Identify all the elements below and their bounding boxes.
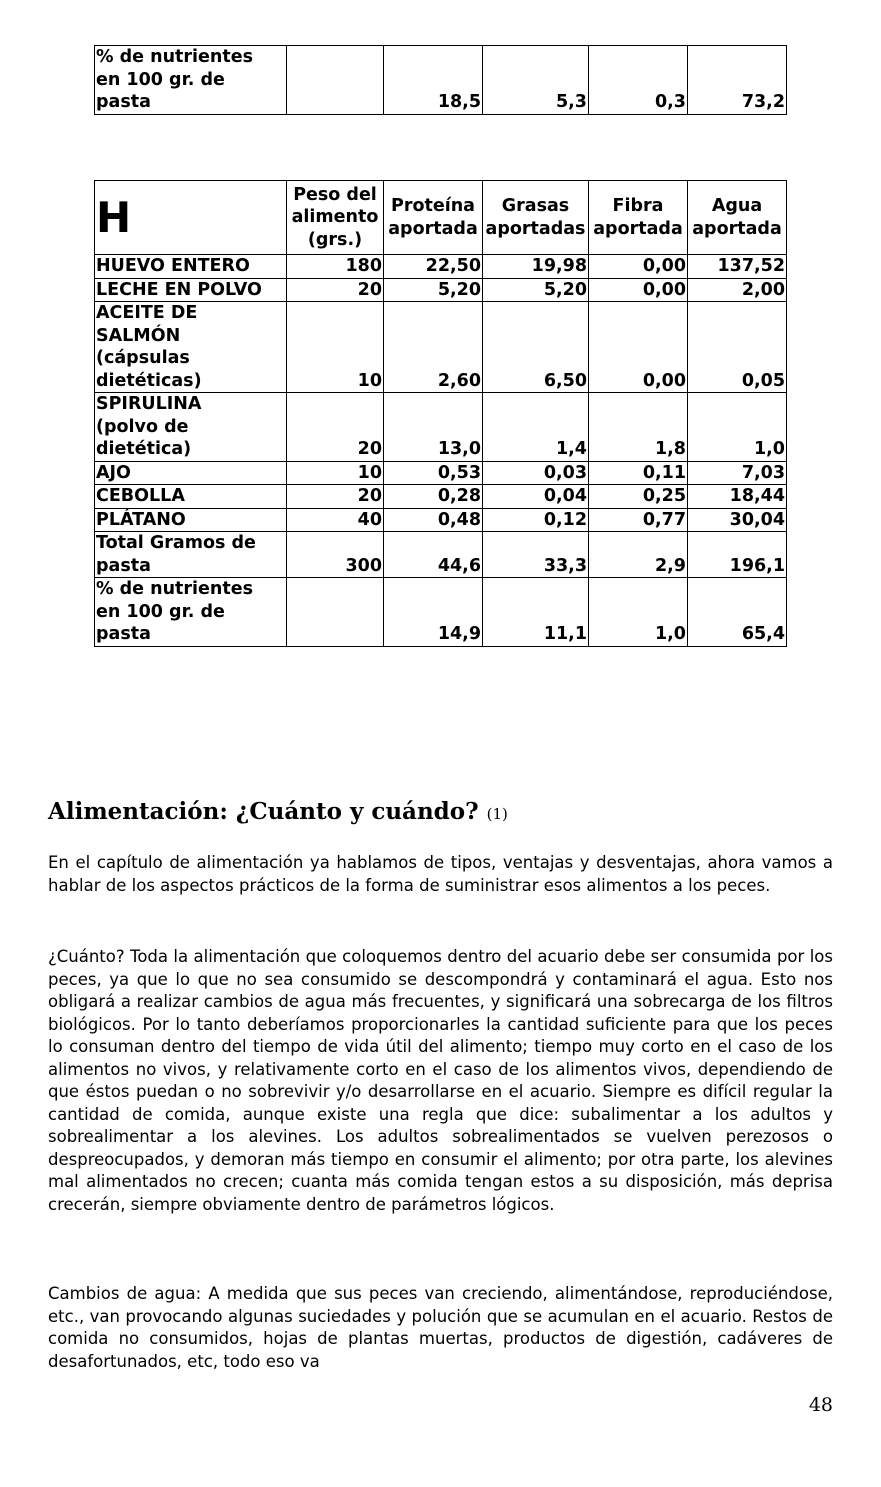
fibra-cell: 1,0 [589, 578, 688, 647]
fibra-cell: 0,00 [589, 278, 688, 302]
header-proteina: Proteína aportada [384, 181, 483, 255]
proteina-cell: 13,0 [384, 393, 483, 462]
table-row [95, 393, 787, 462]
peso-cell [287, 578, 384, 647]
proteina-cell: 14,9 [384, 578, 483, 647]
agua-cell: 65,4 [688, 578, 787, 647]
header-peso: Peso del alimento (grs.) [287, 181, 384, 255]
table-header-row [95, 181, 787, 255]
fibra-cell: 0,3 [589, 46, 688, 115]
paragraph-cambios-agua: Cambios de agua: A medida que sus peces van creciendo, alimentándose, reproduciéndose, etc., van provocando algunas suciedades y polución que se acumulan en el acuario. Restos de comida no consumidos, hojas de plantas muertas, productos de digestión, cadáveres de desafortunados, etc, todo eso va [48, 1284, 833, 1371]
header-grasas: Grasas aportadas [483, 181, 589, 255]
proteina-cell: 0,48 [384, 508, 483, 532]
fibra-cell: 0,25 [589, 485, 688, 509]
row-label: % de nutrientes en 100 gr. de pasta [95, 578, 287, 647]
nutrients-table-h [94, 180, 787, 647]
row-label: Total Gramos de pasta [95, 532, 287, 578]
table-row [95, 578, 787, 647]
header-agua: Agua aportada [688, 181, 787, 255]
page-number: 48 [808, 1394, 833, 1416]
table-letter: H [95, 181, 287, 255]
row-label: SPIRULINA (polvo de dietética) [95, 393, 287, 462]
proteina-cell: 0,28 [384, 485, 483, 509]
table-row [95, 255, 787, 279]
row-label: ACEITE DE SALMÓN (cápsulas dietéticas) [95, 302, 287, 393]
grasas-cell: 5,3 [483, 46, 589, 115]
peso-cell: 20 [287, 393, 384, 462]
header-fibra: Fibra aportada [589, 181, 688, 255]
agua-cell: 196,1 [688, 532, 787, 578]
footnote-ref: (1) [486, 805, 508, 823]
peso-cell: 20 [287, 485, 384, 509]
peso-cell: 300 [287, 532, 384, 578]
peso-cell: 20 [287, 278, 384, 302]
section-title [48, 798, 508, 825]
peso-cell [287, 46, 384, 115]
grasas-cell: 0,04 [483, 485, 589, 509]
grasas-cell: 6,50 [483, 302, 589, 393]
section-title-text: Alimentación: ¿Cuánto y cuándo? [48, 798, 479, 825]
grasas-cell: 11,1 [483, 578, 589, 647]
grasas-cell: 0,12 [483, 508, 589, 532]
row-label: AJO [95, 461, 287, 485]
grasas-cell: 0,03 [483, 461, 589, 485]
peso-cell: 40 [287, 508, 384, 532]
fibra-cell: 1,8 [589, 393, 688, 462]
grasas-cell: 1,4 [483, 393, 589, 462]
table-row [95, 532, 787, 578]
agua-cell: 73,2 [688, 46, 787, 115]
agua-cell: 1,0 [688, 393, 787, 462]
agua-cell: 18,44 [688, 485, 787, 509]
peso-cell: 180 [287, 255, 384, 279]
fibra-cell: 0,00 [589, 255, 688, 279]
row-label: CEBOLLA [95, 485, 287, 509]
row-label: HUEVO ENTERO [95, 255, 287, 279]
grasas-cell: 33,3 [483, 532, 589, 578]
row-label: % de nutrientes en 100 gr. de pasta [95, 46, 287, 115]
fibra-cell: 2,9 [589, 532, 688, 578]
table-row [95, 278, 787, 302]
proteina-cell: 5,20 [384, 278, 483, 302]
proteina-cell: 2,60 [384, 302, 483, 393]
nutrients-table-top [94, 45, 787, 115]
table-row [95, 461, 787, 485]
table-row [95, 485, 787, 509]
row-label: LECHE EN POLVO [95, 278, 287, 302]
paragraph-intro: En el capítulo de alimentación ya hablamos de tipos, ventajas y desventajas, ahora vamos a hablar de los aspectos prácticos de la forma de suministrar esos alimentos a los peces. [48, 853, 833, 895]
proteina-cell: 22,50 [384, 255, 483, 279]
agua-cell: 0,05 [688, 302, 787, 393]
table-row [95, 46, 787, 115]
grasas-cell: 19,98 [483, 255, 589, 279]
row-label: PLÁTANO [95, 508, 287, 532]
table-row [95, 508, 787, 532]
paragraph-cuanto: ¿Cuánto? Toda la alimentación que coloquemos dentro del acuario debe ser consumida por los peces, ya que lo que no sea consumido se descompondrá y contaminará el agua. Esto nos obligará a realizar cambios de agua más frecuentes, y significará una sobrecarga de los filtros biológicos. Por lo tanto deberíamos proporcionarles la cantidad suficiente para que los peces lo consuman dentro del tiempo de vida útil del alimento; tiempo muy corto en el caso de los alimentos no vivos, y relativamente corto en el caso de los alimentos vivos, dependiendo de que éstos puedan o no sobrevivir y/o desarrollarse en el acuario. Siempre es difícil regular la cantidad de comida, aunque existe una regla que dice: subalimentar a los adultos y sobrealimentar a los alevines. Los adultos sobrealimentados se vuelven perezosos o despreocupados, y demoran más tiempo en consumir el alimento; por otra parte, los alevines mal alimentados no crecen; cuanta más comida tengan estos a su disposición, más deprisa crecerán, siempre obviamente dentro de parámetros lógicos. [48, 947, 833, 1214]
fibra-cell: 0,00 [589, 302, 688, 393]
peso-cell: 10 [287, 461, 384, 485]
agua-cell: 30,04 [688, 508, 787, 532]
proteina-cell: 44,6 [384, 532, 483, 578]
agua-cell: 2,00 [688, 278, 787, 302]
table-body [95, 255, 787, 647]
peso-cell: 10 [287, 302, 384, 393]
proteina-cell: 18,5 [384, 46, 483, 115]
grasas-cell: 5,20 [483, 278, 589, 302]
agua-cell: 137,52 [688, 255, 787, 279]
agua-cell: 7,03 [688, 461, 787, 485]
fibra-cell: 0,11 [589, 461, 688, 485]
fibra-cell: 0,77 [589, 508, 688, 532]
proteina-cell: 0,53 [384, 461, 483, 485]
table-row [95, 302, 787, 393]
